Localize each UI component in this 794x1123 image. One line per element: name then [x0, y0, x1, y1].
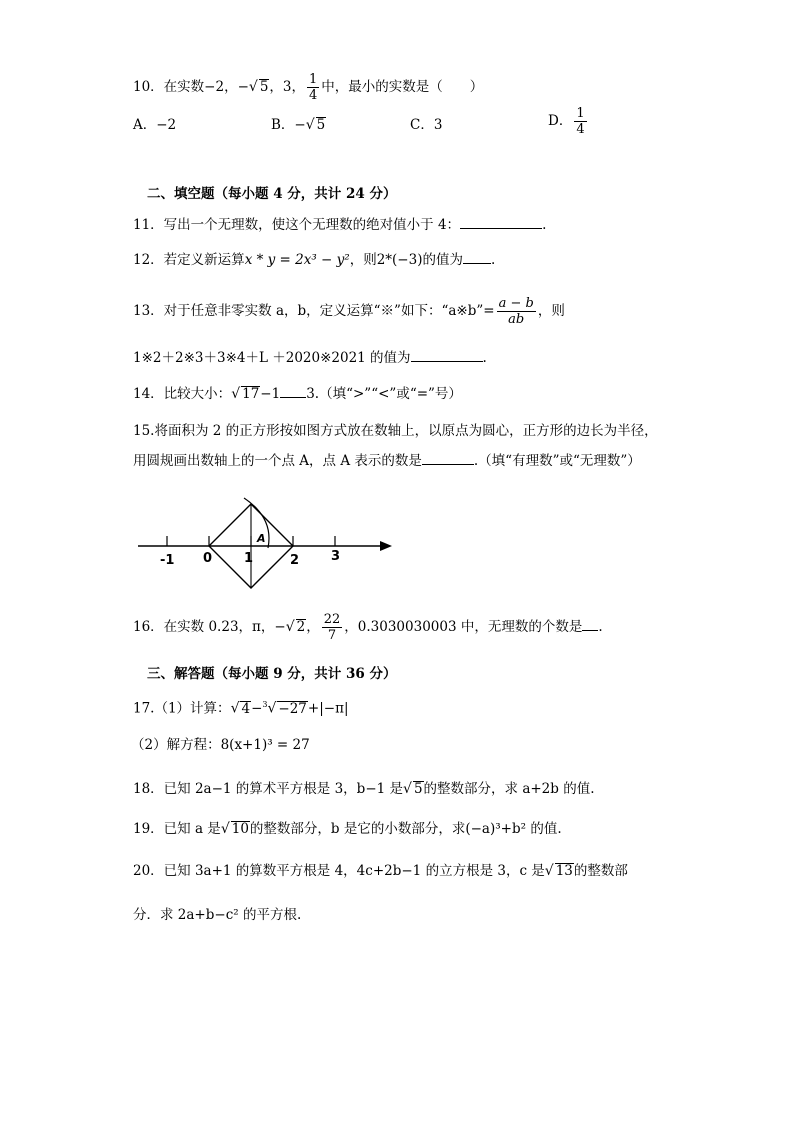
tick-label-3: 3 — [331, 549, 341, 564]
q13-line-1: 13．对于任意非零实数 a，b，定义运算“※”如下：“a※b”= $\frac{a - b}{ab}$ ，则 — [133, 296, 565, 327]
frac-1-4: $\frac{1}{4}$ — [309, 72, 318, 103]
tick-label-1: 1 — [244, 551, 254, 566]
q15-line-2: 用圆规画出数轴上的一个点 A，点 A 表示的数是 .（填“有理数”或“无理数”） — [133, 450, 641, 471]
q13-line-2: 1※2＋2※3＋3※4＋L ＋2020※2021 的值为 . — [133, 347, 487, 368]
q16-line: 16．在实数 0.23，π，−√ 2， $\frac{22}{7}$ ，0.3030030003 中，无理数的个数是 . — [133, 612, 603, 643]
q20-line-2: 分．求 2a+b−c² 的平方根. — [133, 907, 302, 923]
q10-option-b: B．−√ 5 — [271, 117, 326, 133]
sqrt-5: 5 — [259, 79, 269, 95]
q10-option-a: A．−2 — [133, 117, 177, 133]
q17-line-1: 17.（1）计算：√ 4−$^3$√ −27+|−π| — [133, 700, 349, 717]
tick-label-neg1: -1 — [160, 553, 175, 568]
section-2-heading: 二、填空题（每小题 4 分，共计 24 分） — [147, 186, 397, 202]
q11-line: 11．写出一个无理数，使这个无理数的绝对值小于 4： . — [133, 214, 546, 235]
q10-option-d: D． $\frac{1}{4}$ — [548, 106, 585, 137]
axis-arrow — [380, 541, 392, 551]
section-3-heading: 三、解答题（每小题 9 分，共计 36 分） — [147, 666, 397, 682]
tick-label-0: 0 — [203, 551, 213, 566]
q10-text-a: 10．在实数−2， — [133, 79, 238, 95]
q17-line-2: （2）解方程：8(x+1)³ = 27 — [131, 737, 310, 753]
number-line-figure — [136, 496, 398, 596]
tick-label-2: 2 — [290, 553, 300, 568]
point-label-a: A — [257, 532, 266, 545]
q10-option-c: C．3 — [410, 117, 443, 133]
q19-line: 19．已知 a 是√ 10的整数部分，b 是它的小数部分，求(−a)³+b² 的值. — [133, 821, 562, 837]
q20-line-1: 20．已知 3a+1 的算数平方根是 4，4c+2b−1 的立方根是 3，c 是√ 13的整数部 — [133, 863, 628, 879]
q15-line-1: 15.将面积为 2 的正方形按如图方式放在数轴上，以原点为圆心，正方形的边长为半径， — [133, 423, 658, 439]
q12-line: 12．若定义新运算x * y = 2x³ − y²，则2*(−3)的值为 . — [133, 249, 495, 270]
q18-line: 18．已知 2a−1 的算术平方根是 3，b−1 是√ 5的整数部分，求 a+2b 的值. — [133, 781, 595, 797]
q14-line: 14．比较大小：√ 17−1 3.（填“>”“<”或“=”号） — [133, 383, 462, 404]
q10-line: 10．在实数−2，−√ 5，3， $\frac{1}{4}$ 中，最小的实数是（ ） — [133, 72, 484, 103]
